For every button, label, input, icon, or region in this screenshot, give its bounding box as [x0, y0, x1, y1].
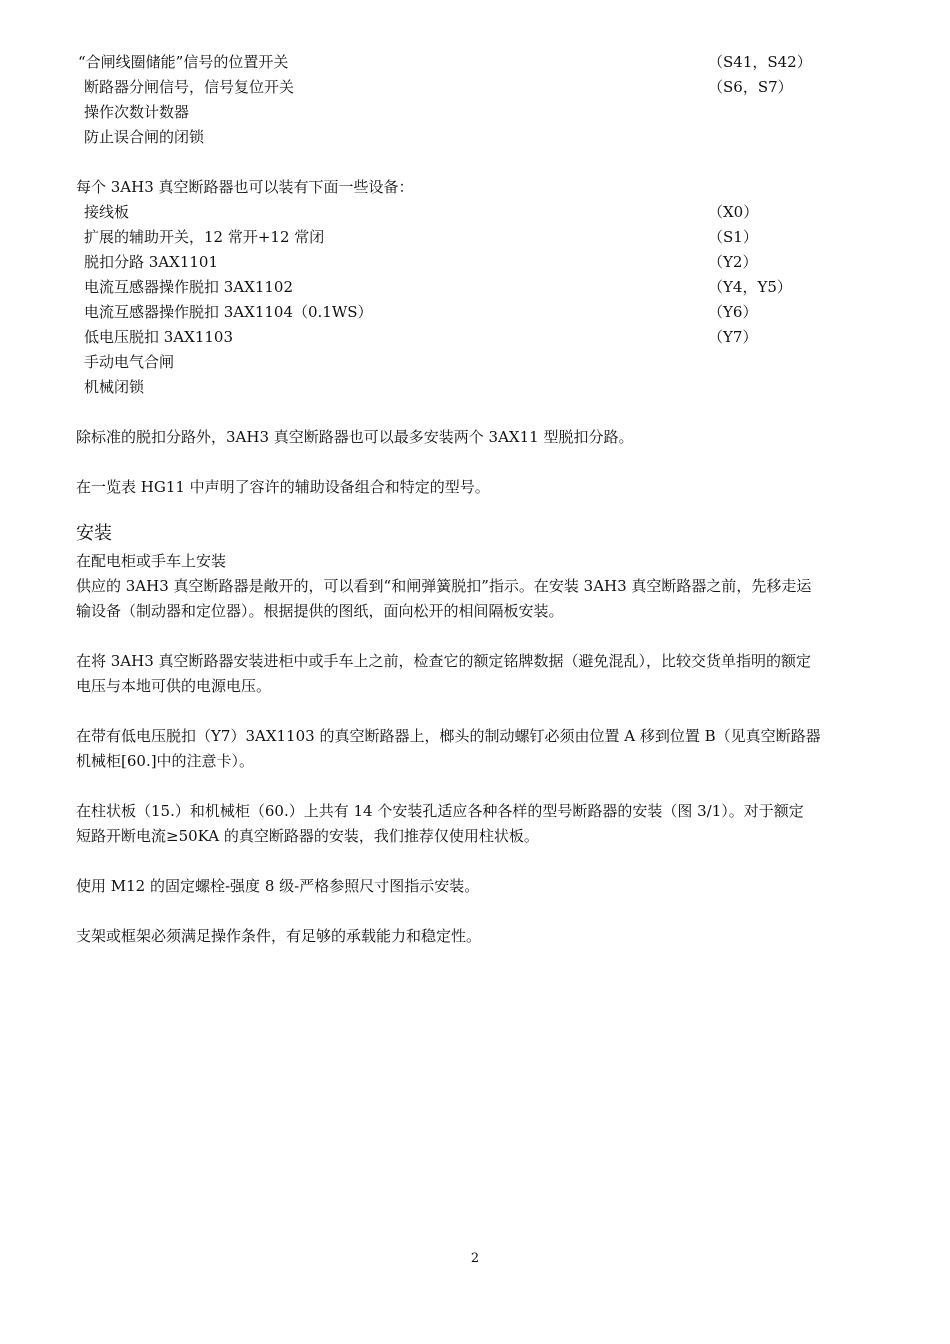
paragraph-supply-line2: 输设备（制动器和定位器）。根据提供的图纸，面向松开的相间隔板安装。: [76, 602, 564, 620]
paragraph-table-hg11: 在一览表 HG11 中声明了容许的辅助设备组合和特定的型号。: [76, 478, 490, 496]
list2-item-3: 脱扣分路 3AX1101: [84, 253, 218, 271]
paragraph-undervoltage-line1: 在带有低电压脱扣（Y7）3AX1103 的真空断路器上，榔头的制动螺钉必须由位置 A 移到位置 B（见真空断路器: [76, 727, 821, 745]
list1-item-1-code: （S41，S42）: [708, 53, 812, 71]
list2-item-4: 电流互感器操作脱扣 3AX1102: [84, 278, 293, 296]
paragraph-nameplate-line1: 在将 3AH3 真空断路器安装进柜中或手车上之前，检查它的额定铭牌数据（避免混乱），比较交货单指明的额定: [76, 652, 812, 670]
paragraph-bolts: 使用 M12 的固定螺栓-强度 8 级-严格参照尺寸图指示安装。: [76, 877, 480, 895]
list2-item-2-code: （S1）: [708, 228, 758, 246]
list2-item-4-code: （Y4，Y5）: [708, 278, 792, 296]
paragraph-mounting-holes-line1: 在柱状板（15.）和机械柜（60.）上共有 14 个安装孔适应各种各样的型号断路器的安装（图 3/1）。对于额定: [76, 802, 804, 820]
list2-item-8: 机械闭锁: [84, 378, 145, 396]
paragraph-mounting-holes-line2: 短路开断电流≥50KA 的真空断路器的安装，我们推荐仅使用柱状板。: [76, 827, 539, 845]
paragraph-undervoltage-line2: 机械柜[60.]中的注意卡）。: [76, 752, 255, 770]
list1-item-2: 断路器分闸信号，信号复位开关: [84, 78, 295, 96]
list2-item-5: 电流互感器操作脱扣 3AX1104（0.1WS）: [84, 303, 373, 321]
list2-item-2: 扩展的辅助开关，12 常开+12 常闭: [84, 228, 325, 246]
list1-item-4: 防止误合闸的闭锁: [84, 128, 205, 146]
list2-item-6-code: （Y7）: [708, 328, 758, 346]
list2-item-6: 低电压脱扣 3AX1103: [84, 328, 233, 346]
list2-item-1-code: （X0）: [708, 203, 759, 221]
list2-item-5-code: （Y6）: [708, 303, 758, 321]
list2-item-1: 接线板: [84, 203, 130, 221]
paragraph-supply-line1: 供应的 3AH3 真空断路器是敞开的，可以看到“和闸弹簧脱扣”指示。在安装 3AH3 真空断路器之前，先移走运: [76, 577, 812, 595]
list2-item-3-code: （Y2）: [708, 253, 758, 271]
paragraph-trip-circuits: 除标准的脱扣分路外，3AH3 真空断路器也可以最多安装两个 3AX11 型脱扣分路。: [76, 428, 634, 446]
section-heading-installation: 安装: [76, 523, 112, 544]
subheading-cabinet-install: 在配电柜或手车上安装: [76, 552, 227, 570]
list2-intro: 每个 3AH3 真空断路器也可以装有下面一些设备：: [76, 178, 414, 196]
list1-item-1: “合闸线圈储能”信号的位置开关: [78, 53, 289, 71]
list1-item-3: 操作次数计数器: [84, 103, 190, 121]
page-number: 2: [470, 1251, 480, 1266]
paragraph-nameplate-line2: 电压与本地可供的电源电压。: [76, 677, 272, 695]
list1-item-2-code: （S6，S7）: [708, 78, 793, 96]
list2-item-7: 手动电气合闸: [84, 353, 175, 371]
paragraph-frame: 支架或框架必须满足操作条件，有足够的承载能力和稳定性。: [76, 927, 482, 945]
